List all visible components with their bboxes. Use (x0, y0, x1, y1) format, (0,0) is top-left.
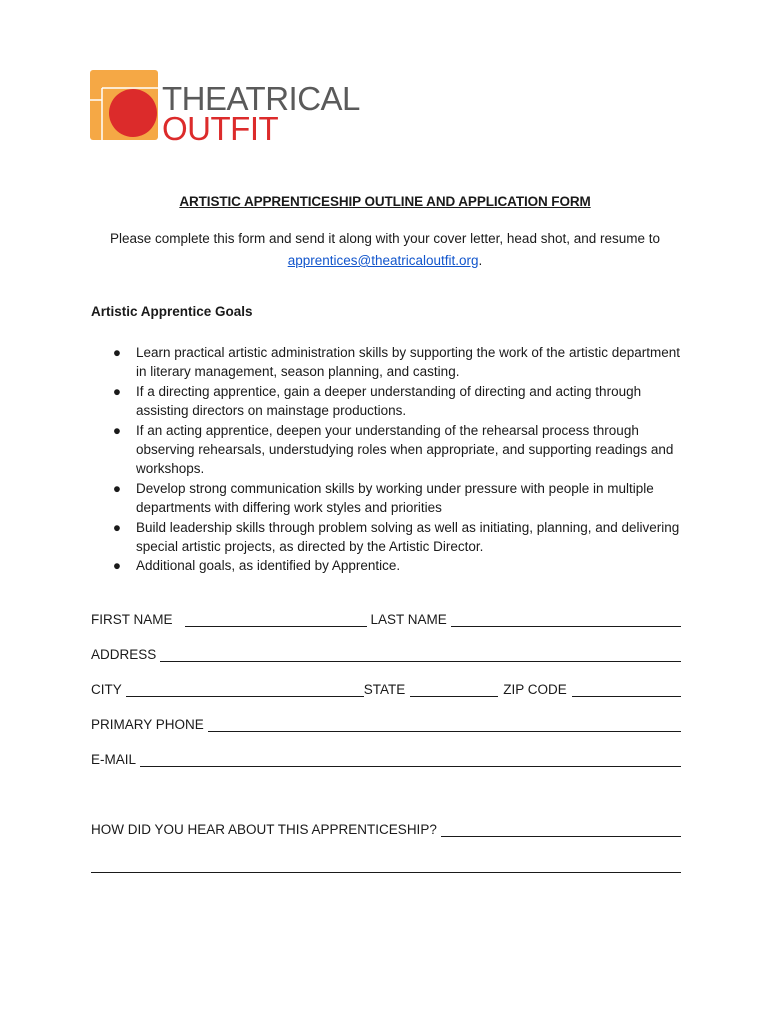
list-item (110, 421, 690, 479)
list-item (110, 382, 690, 421)
first-name-label: FIRST NAME (91, 612, 173, 627)
first-name-field[interactable] (185, 612, 367, 627)
theatrical-outfit-logo (90, 70, 370, 142)
goal-text: Additional goals, as identified by Apprentice. (136, 558, 401, 574)
list-item (110, 479, 690, 518)
state-field[interactable] (410, 682, 498, 697)
apprentices-email-link[interactable]: apprentices@theatricaloutfit.org (287, 253, 479, 268)
hear-about-row (91, 822, 681, 837)
state-label: STATE (363, 682, 406, 697)
list-item (110, 343, 690, 382)
bullet-icon: ● (112, 558, 122, 574)
phone-row (91, 717, 681, 732)
logo-line2: OUTFIT (162, 110, 279, 142)
goal-text: If a directing apprentice, gain a deeper understanding of directing and acting through assisting directors on mainstage productions. (136, 383, 642, 419)
address-row (91, 647, 681, 662)
list-item (110, 518, 690, 557)
city-label: CITY (91, 682, 122, 697)
intro-text: Please complete this form and send it along with your cover letter, head shot, and resume to (109, 231, 661, 246)
zip-code-label: ZIP CODE (503, 682, 567, 697)
hear-about-label: HOW DID YOU HEAR ABOUT THIS APPRENTICESHIP? (91, 822, 437, 837)
form-title: ARTISTIC APPRENTICESHIP OUTLINE AND APPLICATION FORM (179, 194, 591, 209)
last-name-field[interactable] (451, 612, 681, 627)
goal-text: If an acting apprentice, deepen your understanding of the rehearsal process through observing rehearsals, understudying roles when appropriate, and supporting readings and workshops. (136, 422, 674, 477)
intro-period: . (478, 253, 483, 268)
city-field[interactable] (126, 682, 364, 697)
bullet-icon: ● (112, 383, 122, 399)
goal-text: Develop strong communication skills by working under pressure with people in multiple departments with differing work styles and priorities (136, 480, 654, 516)
bullet-icon: ● (112, 519, 122, 535)
logo-line1: THEATRICAL (162, 80, 360, 117)
goals-heading: Artistic Apprentice Goals (91, 304, 253, 319)
address-field[interactable] (160, 647, 681, 662)
logo-mark-icon (90, 70, 370, 142)
goal-text: Learn practical artistic administration skills by supporting the work of the artistic department in literary management, season planning, and casting. (136, 345, 680, 380)
email-row (91, 752, 681, 767)
goals-list (110, 343, 690, 576)
primary-phone-field[interactable] (208, 717, 681, 732)
last-name-label: LAST NAME (370, 612, 447, 627)
hear-about-continuation-line[interactable] (91, 872, 681, 873)
goal-text: Build leadership skills through problem solving as well as initiating, planning, and delivering special artistic projects, as directed by the Artistic Director. (136, 519, 680, 555)
list-item (110, 556, 690, 575)
zip-code-field[interactable] (572, 682, 681, 697)
bullet-icon: ● (112, 480, 122, 496)
email-label: E-MAIL (91, 752, 137, 767)
name-row (91, 612, 681, 627)
email-field[interactable] (140, 752, 681, 767)
bullet-icon: ● (112, 422, 122, 438)
address-label: ADDRESS (91, 647, 157, 662)
primary-phone-label: PRIMARY PHONE (91, 717, 204, 732)
hear-about-field[interactable] (441, 822, 681, 837)
intro-paragraph (60, 228, 710, 272)
bullet-icon: ● (112, 345, 122, 360)
city-row (91, 682, 681, 697)
